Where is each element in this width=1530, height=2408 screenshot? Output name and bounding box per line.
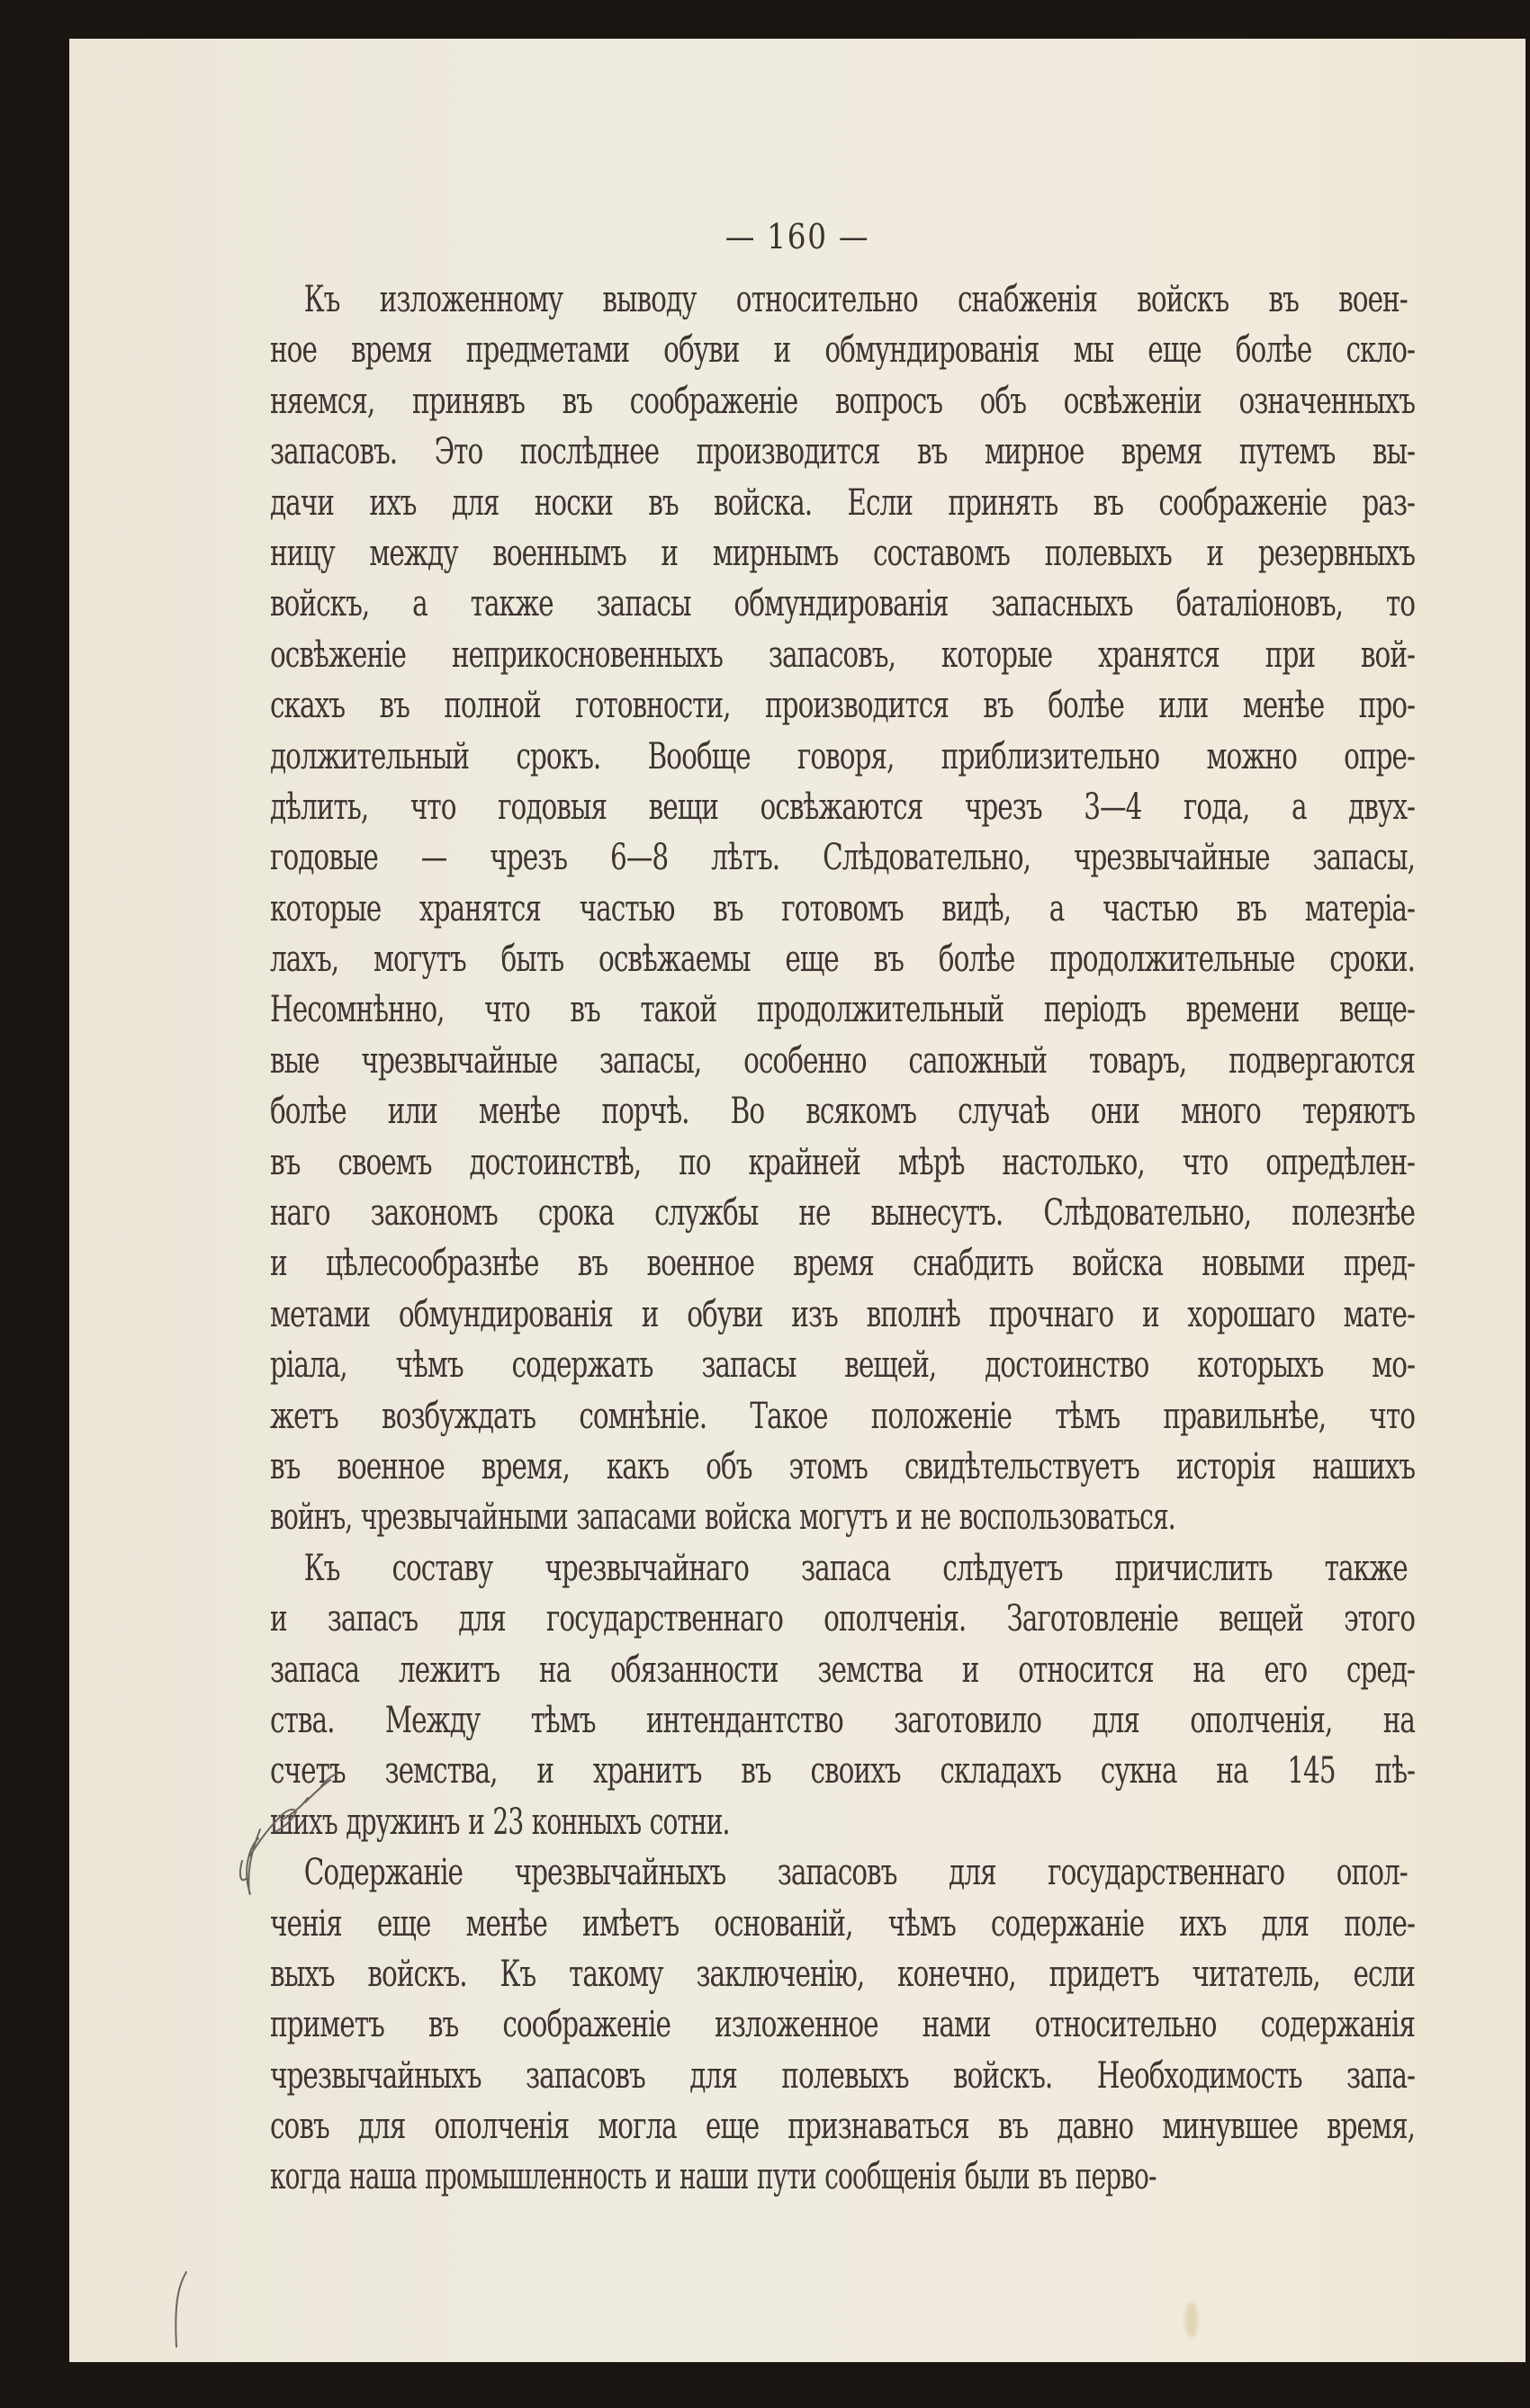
- text-line: вые чрезвычайные запасы, особенно сапожный товаръ, подвергаются: [270, 1039, 1415, 1082]
- text-line: которые хранятся частью въ готовомъ видѣ, а частью въ матеріа-: [270, 887, 1415, 930]
- text-line: ницу между военнымъ и мирнымъ составомъ полевыхъ и резервныхъ: [270, 532, 1415, 574]
- text-line: шихъ дружинъ и 23 конныхъ сотни.: [270, 1801, 730, 1843]
- text-line: и цѣлесообразнѣе въ военное время снабдить войска новыми пред-: [270, 1243, 1415, 1285]
- text-line: метами обмундированія и обуви изъ вполнѣ прочнаго и хорошаго мате-: [270, 1293, 1415, 1335]
- text-line: ства. Между тѣмъ интендантство заготовило для ополченія, на: [270, 1699, 1415, 1741]
- text-line: ченія еще менѣе имѣетъ основаній, чѣмъ содержаніе ихъ для поле-: [270, 1902, 1415, 1945]
- text-line: Несомнѣнно, что въ такой продолжительный періодъ времени веще-: [270, 989, 1415, 1031]
- text-line: приметъ въ соображеніе изложенное нами относительно содержанія: [270, 2004, 1415, 2046]
- text-line: должительный срокъ. Вообще говоря, приблизительно можно опре-: [270, 735, 1415, 777]
- text-line: лахъ, могутъ быть освѣжаемы еще въ болѣе продолжительные сроки.: [270, 939, 1415, 981]
- text-line: годовые — чрезъ 6—8 лѣтъ. Слѣдовательно, чрезвычайные запасы,: [270, 837, 1415, 879]
- text-line: Къ изложенному выводу относительно снабженія войскъ въ воен-: [303, 279, 1408, 320]
- text-line: няемся, принявъ въ соображеніе вопросъ объ освѣженіи означенныхъ: [270, 380, 1415, 422]
- text-line: скахъ въ полной готовности, производится въ болѣе или менѣе про-: [270, 685, 1415, 727]
- text-line: наго закономъ срока службы не вынесутъ. Слѣдовательно, полезнѣе: [270, 1192, 1415, 1235]
- text-line: совъ для ополченія могла еще признаваться въ давно минувшее время,: [270, 2106, 1415, 2148]
- text-line: когда наша промышленность и наши пути сообщенія были въ перво-: [270, 2156, 1156, 2198]
- text-line: войскъ, а также запасы обмундированія запасныхъ баталіоновъ, то: [270, 583, 1415, 625]
- paper-stain: [1185, 2302, 1198, 2338]
- text-line: освѣженіе неприкосновенныхъ запасовъ, которые хранятся при вой-: [270, 633, 1415, 676]
- body-text: [270, 274, 1415, 2203]
- text-line: въ военное время, какъ объ этомъ свидѣтельствуетъ исторія нашихъ: [270, 1445, 1415, 1487]
- text-line: Къ составу чрезвычайнаго запаса слѣдуетъ причислить также: [303, 1547, 1408, 1589]
- text-line: жетъ возбуждать сомнѣніе. Такое положеніе тѣмъ правильнѣе, что: [270, 1395, 1415, 1437]
- text-line: чрезвычайныхъ запасовъ для полевыхъ войскъ. Необходимость запа-: [270, 2054, 1415, 2097]
- text-line: дѣлить, что годовыя вещи освѣжаются чрезъ 3—4 года, а двух-: [270, 786, 1415, 828]
- text-line: запаса лежитъ на обязанности земства и относится на его сред-: [270, 1649, 1415, 1691]
- text-line: запасовъ. Это послѣднее производится въ мирное время путемъ вы-: [270, 431, 1415, 473]
- pencil-mark-icon: [164, 2270, 191, 2351]
- text-line: счетъ земства, и хранитъ въ своихъ складахъ сукна на 145 пѣ-: [270, 1750, 1415, 1793]
- text-line: войнъ, чрезвычайными запасами войска могутъ и не воспользоваться.: [270, 1496, 1175, 1539]
- text-line: и запасъ для государственнаго ополченія. Заготовленіе вещей этого: [270, 1598, 1415, 1640]
- text-line: въ своемъ достоинствѣ, по крайней мѣрѣ настолько, что опредѣлен-: [270, 1141, 1415, 1183]
- book-page: [69, 39, 1526, 2362]
- text-line: ріала, чѣмъ содержать запасы вещей, достоинство которыхъ мо-: [270, 1344, 1415, 1387]
- handwritten-margin-note-icon: [195, 1730, 348, 1901]
- text-line: выхъ войскъ. Къ такому заключенію, конечно, придетъ читатель, если: [270, 1953, 1415, 1995]
- text-line: Содержаніе чрезвычайныхъ запасовъ для государственнаго опол-: [303, 1852, 1408, 1894]
- text-line: болѣе или менѣе порчѣ. Во всякомъ случаѣ они много теряютъ: [270, 1091, 1415, 1133]
- text-line: ное время предметами обуви и обмундированія мы еще болѣе скло-: [270, 329, 1415, 372]
- text-line: дачи ихъ для носки въ войска. Если принять въ соображеніе раз-: [270, 481, 1415, 524]
- page-number: — 160 —: [724, 217, 870, 256]
